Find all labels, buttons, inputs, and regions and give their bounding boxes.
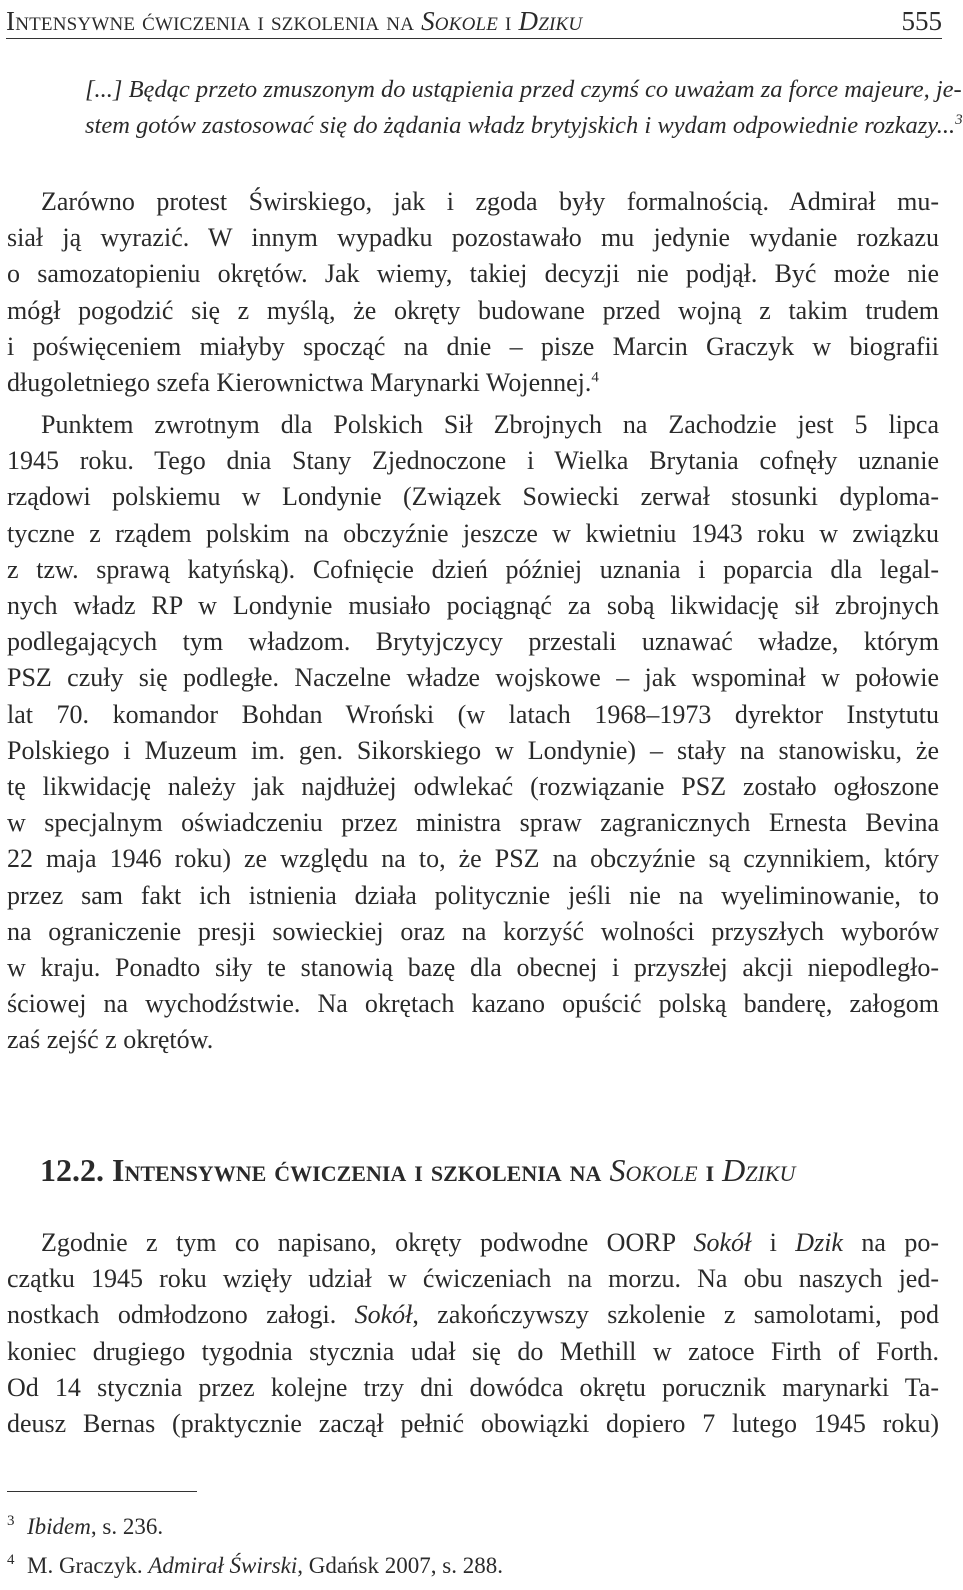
quote-line-1: [...] Będąc przeto zmuszonym do ustąpienia przed czymś co uważam za force majeure, je- [85,76,962,103]
section-number: 12.2. [40,1152,104,1188]
footnote-3-text: , s. 236. [90,1514,164,1539]
footnote-4-author: M. Graczyk. [27,1553,149,1578]
p2-line-8: PSZ czuły się podległe. Naczelne władze wojskowe – jak wspominał w połowie [7,663,939,693]
p3-line-1-b: i [751,1228,796,1257]
p2-line-15: na ograniczenie presji sowieckiej oraz na korzyść wolności przyszłych wyborów [7,916,939,946]
p2-line-16: w kraju. Ponadto siły te stanowią bazę dla obecnej i przyszłej akcji niepodległo- [7,953,939,983]
p2-line-10: Polskiego i Muzeum im. gen. Sikorskiego w Londynie) – stały na stanowisku, że [7,735,939,765]
p3-line-1-a: Zgodnie z tym co napisano, okręty podwodne OORP [41,1228,694,1257]
p3-line-3-b: , zakończywszy szkolenie z samolotami, pod [412,1300,939,1330]
p1-line-4: mógł pogodzić się z myślą, że okręty budowane przed wojną z takim trudem [7,295,939,325]
p1-line-5: i poświęceniem miałyby spocząć na dnie – pisze Marcin Graczyk w biografii [7,331,939,361]
p2-line-2: 1945 roku. Tego dnia Stany Zjednoczone i Wielka Brytania cofnęły uznanie [7,446,939,476]
footnote-4-book-title: Admirał Świrski [148,1553,298,1578]
running-header [6,4,942,39]
section-title-sokole: Sokole [609,1152,698,1188]
p2-line-5: z tzw. sprawą katyńską). Cofnięcie dzień później uznania i poparcia dla legal- [7,554,939,584]
paragraph-3 [7,1225,939,1442]
footnote-3-ibidem: Ibidem [27,1514,91,1539]
p2-line-18: zaś zejść z okrętów. [7,1025,214,1055]
p3-line-1 [7,1225,939,1261]
footnote-ref-4[interactable]: 4 [591,369,599,386]
section-heading [40,1152,795,1189]
footnote-separator [7,1491,197,1492]
p2-line-14: przez sam fakt ich istnienia działa politycznie jeśli nie na wyeliminowanie, to [7,880,939,910]
p2-line-11: tę likwidację należy jak najdłużej odwlekać (rozwiązanie PSZ zostało ogłoszone [7,772,939,802]
p3-line-2: czątku 1945 roku wzięły udział w ćwiczeniach na morzu. Na obu naszych jed- [7,1264,939,1294]
paragraph-1 [7,184,939,401]
p1-line-3: o samozatopieniu okrętów. Jak wiemy, takiej decyzji nie podjął. Być może nie [7,259,939,289]
p2-line-1: Punktem zwrotnym dla Polskich Sił Zbrojnych na Zachodzie jest 5 lipca [41,410,939,439]
running-title [6,6,582,37]
footnote-3: 3 Ibidem, s. 236. [7,1513,164,1539]
p2-line-7: podlegających tym władzom. Brytyjczycy przestali uznawać władze, którym [7,627,939,657]
page-number: 555 [901,6,942,36]
p3-line-6: deusz Bernas (praktycznie zaczął pełnić obowiązki dopiero 7 lutego 1945 roku) [7,1409,939,1439]
p1-line-6-text: długoletniego szefa Kierownictwa Marynarki Wojennej. [7,368,592,398]
p2-line-4: tyczne z rządem polskim na obczyźnie jeszcze w kwietniu 1943 roku w związku [7,518,939,548]
p3-line-3-a: nostkach odmłodzono załogi. [7,1300,355,1330]
section-title-text: Intensywne ćwiczenia i szkolenia na [112,1152,610,1188]
p3-line-5: Od 14 stycznia przez kolejne trzy dni dowódca okrętu porucznik marynarki Ta- [7,1372,939,1402]
paragraph-2 [7,407,939,1059]
p1-line-6 [7,365,939,401]
quote-line-2 [85,108,963,144]
p3-sokol-name: Sokół [693,1228,752,1257]
p3-line-1-c: na po- [842,1228,939,1257]
p1-line-2: siał ją wyrazić. W innym wypadku pozostawało mu jedynie wydanie rozkazu [7,223,939,253]
p3-dzik-name: Dzik [795,1228,843,1257]
footnote-4-text: , Gdańsk 2007, s. 288. [297,1553,503,1578]
running-title-conjunction: i [498,6,519,36]
p2-line-9: lat 70. komandor Bohdan Wroński (w latach 1968–1973 dyrektor Instytutu [7,699,939,729]
p2-line-17: ściowej na wychodźstwie. Na okrętach kazano opuścić polską banderę, załogom [7,989,939,1019]
running-title-text: Intensywne ćwiczenia i szkolenia na [6,6,422,36]
quote-line-2-text: stem gotów zastosować się do żądania władz brytyjskich i wydam odpowiednie rozkazy... [85,112,956,139]
p2-line-13: 22 maja 1946 roku) ze względu na to, że PSZ na obczyźnie są czynnikiem, który [7,844,939,874]
section-title-conjunction: i [697,1152,723,1188]
running-title-sokole: Sokole [421,6,499,36]
p3-line-3 [7,1297,939,1333]
p1-line-1: Zarówno protest Świrskiego, jak i zgoda były formalnością. Admirał mu- [41,187,939,216]
block-quote [85,72,963,144]
section-title-dziku: Dziku [722,1152,796,1188]
p3-line-4: koniec drugiego tygodnia stycznia udał się do Methill w zatoce Firth of Forth. [7,1336,939,1366]
p2-line-12: w specjalnym oświadczeniu przez ministra spraw zagranicznych Ernesta Bevina [7,808,939,838]
footnote-ref-3[interactable]: 3 [955,111,963,128]
p2-line-3: rządowi polskiemu w Londynie (Związek Sowiecki zerwał stosunki dyploma- [7,482,939,512]
footnote-4: 4 M. Graczyk. Admirał Świrski, Gdańsk 2007, s. 288. [7,1552,503,1578]
p2-line-6: nych władz RP w Londynie musiało pociągnąć za sobą likwidację sił zbrojnych [7,591,939,621]
p3-sokol-name-2: Sokół [354,1300,413,1330]
running-title-dziku: Dziku [518,6,583,36]
